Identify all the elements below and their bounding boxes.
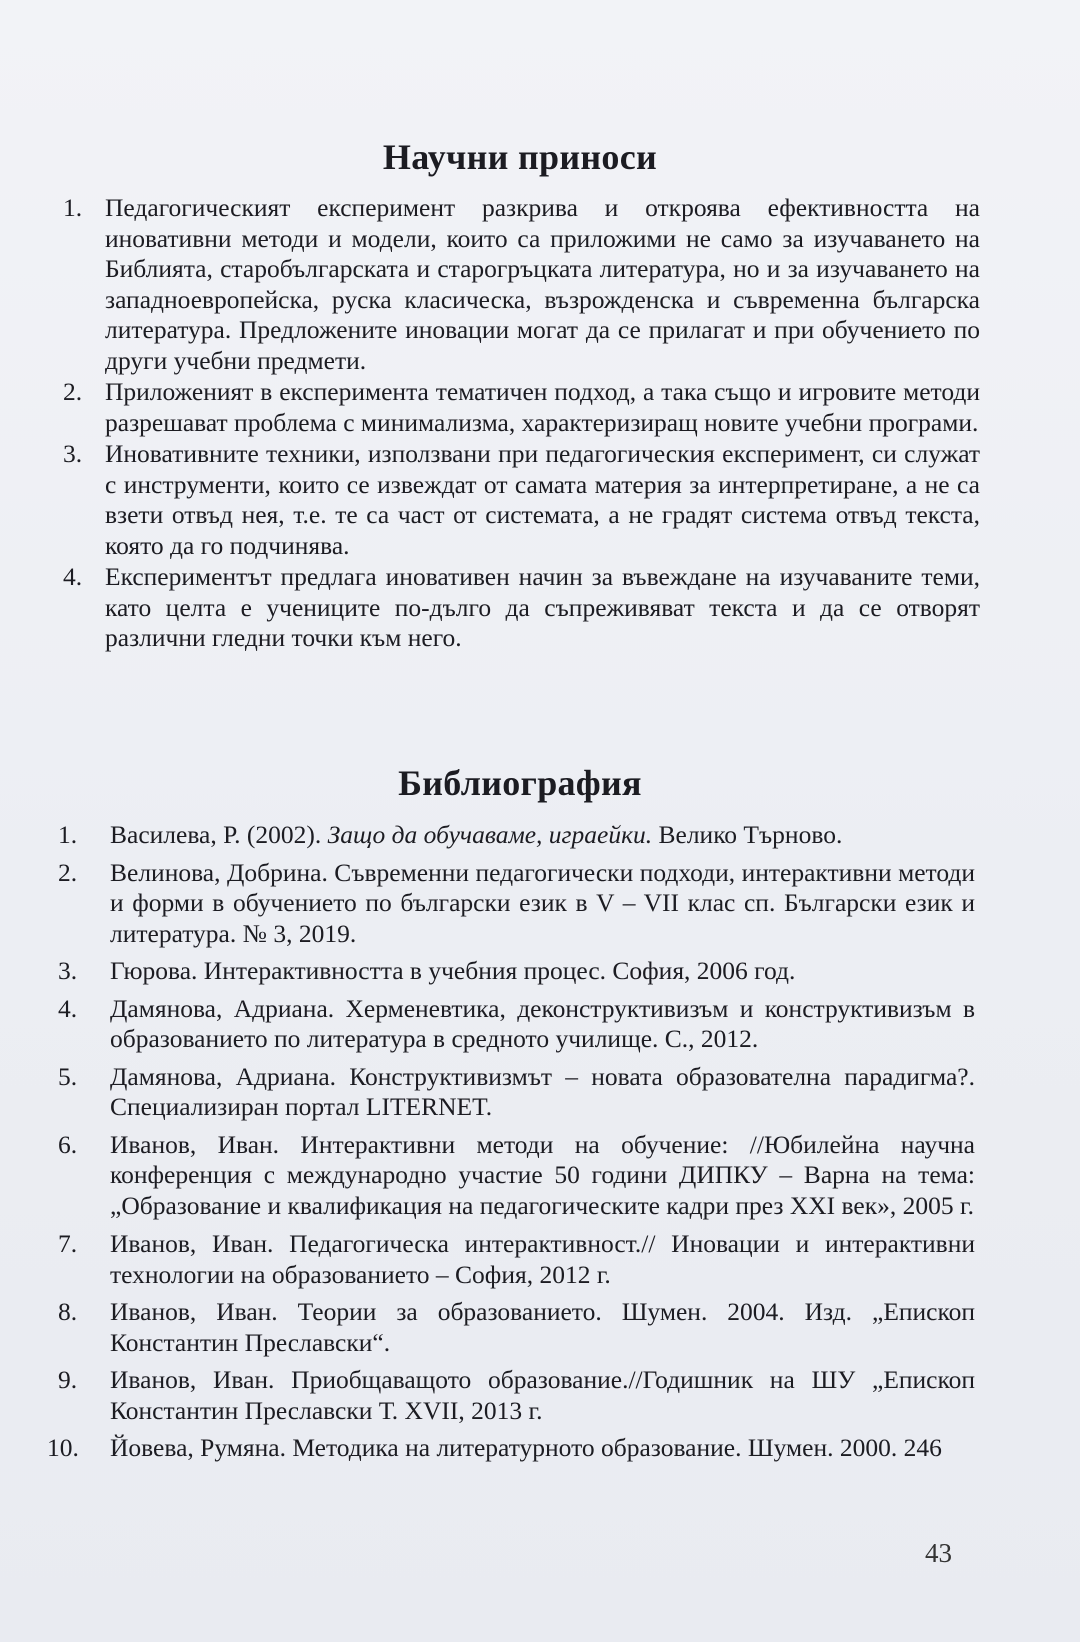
entry-author: Василева, Р. (2002). <box>110 820 328 849</box>
bibliography-entry <box>58 956 975 987</box>
section-title-bibliography: Библиография <box>398 763 642 803</box>
list-item <box>63 193 980 376</box>
entry-text: Иванов, Иван. Теории за образованието. Шумен. 2004. Изд. „Епископ Константин Преславски“. <box>110 1297 975 1357</box>
entry-text: Йовева, Румяна. Методика на литературното образование. Шумен. 2000. 246 <box>110 1433 942 1462</box>
bibliography-entry <box>58 1061 975 1123</box>
entry-number: 10. <box>47 1433 79 1462</box>
item-text: Иновативните техники, използвани при педагогическия експеримент, си служат с инструменти, които се извеждат от самата материя за интерпретиране, а не са взети отвъд нея, т.е. те са част от системата, а не градят система отвъд текста, която да го подчинява. <box>105 439 980 560</box>
bibliography-entry <box>58 1229 975 1290</box>
entry-number: 4. <box>58 993 78 1023</box>
item-number: 3. <box>63 439 83 468</box>
entry-text: Иванов, Иван. Интерактивни методи на обучение: //Юбилейна научна конференция с международно участие 50 години ДИПКУ – Варна на тема: „Образование и квалификация на педагогическите кадри през XXI век», 2005 г. <box>110 1129 975 1220</box>
item-number: 4. <box>63 562 83 591</box>
section-title-contributions: Научни приноси <box>382 137 658 177</box>
entry-title-italic: Защо да обучаваме, играейки. <box>327 820 653 849</box>
entry-number: 1. <box>58 820 78 849</box>
item-text: Приложеният в експеримента тематичен подход, а така също и игровите методи разрешават проблема с минимализма, характеризиращ новите учебни програми. <box>105 377 980 437</box>
entry-number: 5. <box>58 1061 78 1091</box>
contributions-list <box>63 193 980 655</box>
entry-text: Гюрова. Интерактивността в учебния процес. София, 2006 год. <box>110 956 796 985</box>
item-number: 2. <box>63 377 83 406</box>
entry-text: Дамянова, Адриана. Херменевтика, деконструктивизъм и конструктивизъм в образованието по литература в средното училище. С., 2012. <box>110 993 975 1053</box>
entry-number: 2. <box>58 857 78 887</box>
bibliography-entry <box>47 1433 975 1464</box>
bibliography-list <box>47 820 975 1464</box>
bibliography-entry <box>58 1129 975 1222</box>
item-text: Експериментът предлага иновативен начин за въвеждане на изучаваните теми, като целта е учениците по-дълго да съпреживяват текста и да се отворят различни гледни точки към него. <box>105 562 980 652</box>
list-item <box>63 562 980 654</box>
bibliography-entry <box>58 993 975 1055</box>
entry-number: 3. <box>58 956 78 985</box>
page-number: 43 <box>925 1538 952 1568</box>
list-item <box>63 377 980 438</box>
item-text: Педагогическият експеримент разкрива и откроява ефективността на иновативни методи и модели, които са приложими не само за изучаването на Библията, старобългарската и старогръцката литература, но и за изучаването на западноевропейска, руска класическа, възрожденска и съвременна българска литература. Предложените иновации могат да се прилагат и при обучението по други учебни предмети. <box>105 193 980 375</box>
bibliography-entry <box>58 820 975 851</box>
entry-text: Дамянова, Адриана. Конструктивизмът – новата образователна парадигма?. Специализиран портал LITERNET. <box>110 1061 975 1121</box>
bibliography-entry <box>58 1297 975 1358</box>
entry-text: Иванов, Иван. Приобщаващото образование.//Годишник на ШУ „Епископ Константин Преславски Т. XVII, 2013 г. <box>110 1365 975 1425</box>
entry-number: 7. <box>58 1229 78 1258</box>
entry-number: 6. <box>58 1129 78 1159</box>
entry-number: 8. <box>58 1297 78 1326</box>
bibliography-entry <box>58 1365 975 1426</box>
bibliography-entry <box>58 857 975 950</box>
entry-text: Иванов, Иван. Педагогическа интерактивност.// Иновации и интерактивни технологии на образованието – София, 2012 г. <box>110 1229 975 1289</box>
entry-number: 9. <box>58 1365 78 1394</box>
item-number: 1. <box>63 193 83 222</box>
entry-place: Велико Търново. <box>652 820 843 849</box>
entry-text: Велинова, Добрина. Съвременни педагогически подходи, интерактивни методи и форми в обучението по български език в V – VII клас сп. Български език и литература. № 3, 2019. <box>110 857 975 948</box>
list-item <box>63 439 980 561</box>
